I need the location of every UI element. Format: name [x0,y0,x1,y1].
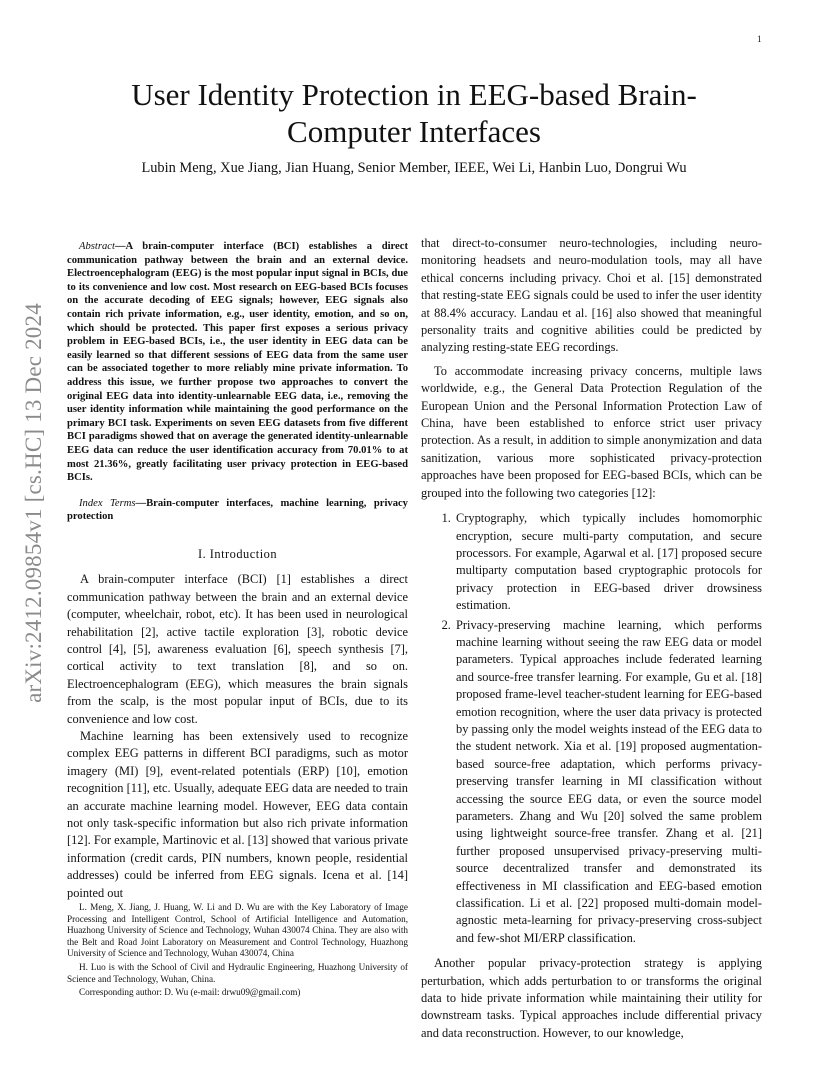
arxiv-id: arXiv:2412.09854v1 [cs.HC] 13 Dec 2024 [21,303,46,703]
body-paragraph: that direct-to-consumer neuro-technologies, including neuro-monitoring headsets and neuro-modulation tools, may all have ethical concerns including privacy. Choi et al. [15] demonstrated that resting-state EEG signals could be used to infer the user identity at 88.4% accuracy. Landau et al. [16] also showed that meaningful personality traits and cognitive abilities could be predicted by analyzing resting-state EEG recordings. [421,236,762,355]
footnotes [67,902,408,1001]
arxiv-watermark [22,238,46,768]
footnote-affiliation: H. Luo is with the School of Civil and Hydraulic Engineering, Huazhong University of Science and Technology, Wuhan, China. [67,961,408,984]
abstract-text: —A brain-computer interface (BCI) establishes a direct communication pathway between the brain and an external device. Electroencephalogram (EEG) is the most popular input signal in BCIs, due to its convenience and low cost. Most research on EEG-based BCIs focuses on the accurate decoding of EEG signals; however, EEG signals also contain rich private information, e.g., user identity, emotion, and so on, which should be protected. This paper first exposes a serious privacy problem in EEG-based BCIs, i.e., the user identity in EEG data can be easily learned so that different sessions of EEG data from the same user can be associated together to more reliably mine private information. To address this issue, we further propose two approaches to convert the original EEG data into identity-unlearnable EEG data, i.e., removing the user identity information while maintaining the good performance on the primary BCI task. Experiments on seven EEG datasets from five different BCI paradigms showed that on average the generated identity-unlearnable EEG data can reduce the user identification accuracy from 70.01% to at most 21.36%, greatly facilitating user privacy protection in EEG-based BCIs. [67,241,408,484]
footnote-corresponding: Corresponding author: D. Wu (e-mail: drwu09@gmail.com) [79,987,301,998]
index-terms-text: —Brain-computer interfaces, machine learning, privacy protection [67,497,408,523]
body-paragraph: To accommodate increasing privacy concerns, multiple laws worldwide, e.g., the General Data Protection Regulation of the European Union and the Personal Information Protection Law of China, have been established to enforce strict user privacy protection. As a result, in addition to simple anonymization and data sanitization, various more sophisticated privacy-protection approaches have been proposed for EEG-based BCIs, which can be grouped into the following two categories [12]: [421,363,762,500]
paper-title: User Identity Protection in EEG-based Brain-Computer Interfaces [131,77,697,149]
body-paragraph: Another popular privacy-protection strategy is applying perturbation, which adds perturbation to or transforms the original data to hide private information while maintaining their utility for downstream tasks. Typical approaches include differential privacy and data reconstruction. However, to our knowledge, [421,956,762,1040]
list-item: 1. Cryptography, which typically includes homomorphic encryption, secure multi-party computation, and secure processors. For example, Agarwal et al. [17] proposed secure multiparty computation based cryptographic protocols for privacy protection in EEG-based driver drowsiness estimation. [454,510,762,614]
left-column [67,240,408,902]
footnote-affiliation: L. Meng, X. Jiang, J. Huang, W. Li and D. Wu are with the Key Laboratory of Image Processing and Intelligent Control, School of Artificial Intelligence and Automation, Huazhong University of Science and Technology, Wuhan 430074 China. They are also with the Belt and Road Joint Laboratory on Measurement and Control Technology, Huazhong University of Science and Technology, Wuhan 430074, China [67,902,408,959]
section-heading: I. Introduction [197,546,278,561]
category-list [421,510,762,947]
index-terms-label: Index Terms [79,497,136,509]
index-terms [67,497,408,524]
list-item: 2. Privacy-preserving machine learning, which performs machine learning without seeing the raw EEG data or model parameters. Typical approaches include federated learning and source-free transfer learning. For example, Gu et al. [18] proposed frame-level teacher-student learning for EEG-based emotion recognition, where the user data privacy is protected by passing only the model weights instead of the EEG data to the student network. Xia et al. [19] proposed augmentation-based source-free adaptation, which performs privacy-preserving transfer learning in MI classification without accessing the source EEG data, or even the source model parameters. Zhang and Wu [20] solved the same problem using lightweight source-free transfer. Zhang et al. [21] further proposed unsupervised privacy-preserving multi-source decentralized transfer and demonstrated its effectiveness in MI classification and EEG-based emotion classification. Li et al. [22] proposed multi-domain model-agnostic meta-learning for privacy-preserving cross-subject and few-shot MI/ERP classification. [454,617,762,948]
abstract-label: Abstract [79,241,115,252]
page-number: 1 [757,34,762,44]
right-column [421,235,762,1042]
intro-paragraph: A brain-computer interface (BCI) [1] establishes a direct communication pathway between the brain and an external device (computer, wheelchair, robot, etc). It has been used in neurological rehabilitation [2], active tactile exploration [3], robotic device control [4], [5], awareness evaluation [6], speech synthesis [7], cortical activity to text translation [8], and so on. Electroencephalogram (EEG), which measures the brain signals from the scalp, is the most popular input of BCIs, due to its convenience and low cost. [67,572,408,726]
author-list: Lubin Meng, Xue Jiang, Jian Huang, Senior Member, IEEE, Wei Li, Hanbin Luo, Dongrui Wu [141,160,687,176]
intro-paragraph: Machine learning has been extensively used to recognize complex EEG patterns in different BCI paradigms, such as motor imagery (MI) [9], event-related potentials (ERP) [10], emotion recognition [11], etc. Usually, adequate EEG data are needed to train an accurate machine learning model. However, EEG data contain not only task-specific information but also rich private information [12]. For example, Martinovic et al. [13] showed that various private information (credit cards, PIN numbers, known people, residential addresses) could be inferred from EEG signals. Icena et al. [14] pointed out [67,728,408,900]
abstract [67,240,408,485]
